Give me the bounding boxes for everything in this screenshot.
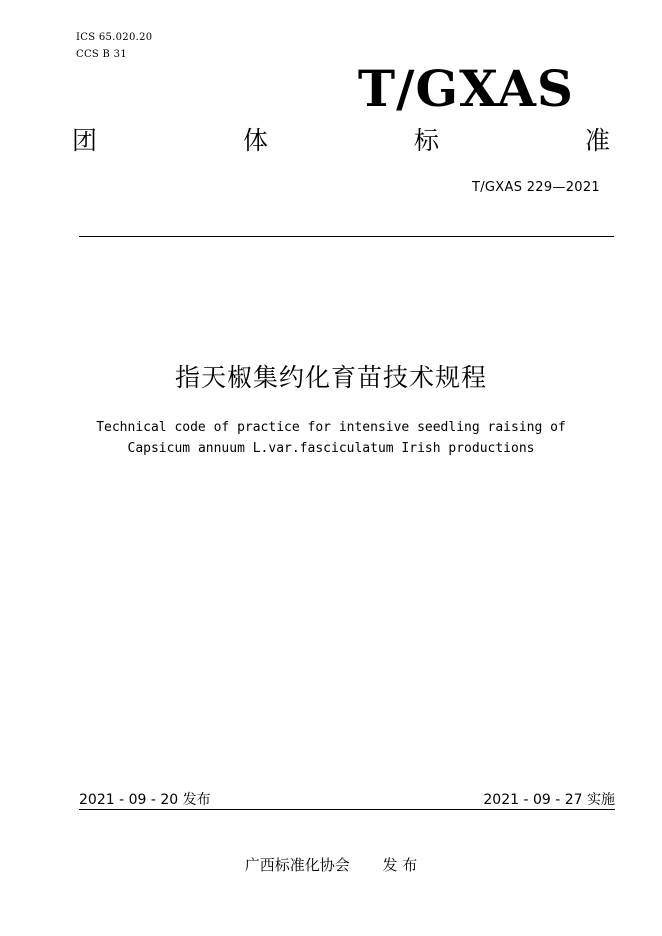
- ics-code: ICS 65.020.20: [76, 32, 153, 43]
- standard-type-char: 团: [72, 126, 98, 155]
- publisher-name: 广西标准化协会: [244, 856, 350, 874]
- footer-divider: [79, 809, 615, 810]
- standard-brand-logo: T/GXAS: [357, 59, 574, 118]
- issue-date: 2021 - 09 - 20 发布: [79, 792, 211, 808]
- publish-label: 发 布: [382, 856, 418, 874]
- document-title-zh: 指天椒集约化育苗技术规程: [174, 363, 487, 392]
- implementation-date: 2021 - 09 - 27 实施: [483, 792, 615, 808]
- ccs-code: CCS B 31: [76, 49, 127, 60]
- standard-type-row: [72, 128, 610, 153]
- standard-type-char: 体: [242, 126, 268, 155]
- standard-number: T/GXAS 229—2021: [472, 180, 600, 195]
- document-title-en-line: Capsicum annuum L.var.fasciculatum Irish productions: [127, 441, 535, 456]
- header-divider: [79, 236, 614, 237]
- publisher-line: [0, 854, 662, 875]
- document-title-en: [0, 417, 662, 459]
- standard-type-char: 标: [413, 126, 439, 155]
- document-title-en-line: Technical code of practice for intensive seedling raising of: [96, 420, 566, 435]
- standard-type-char: 准: [584, 126, 610, 155]
